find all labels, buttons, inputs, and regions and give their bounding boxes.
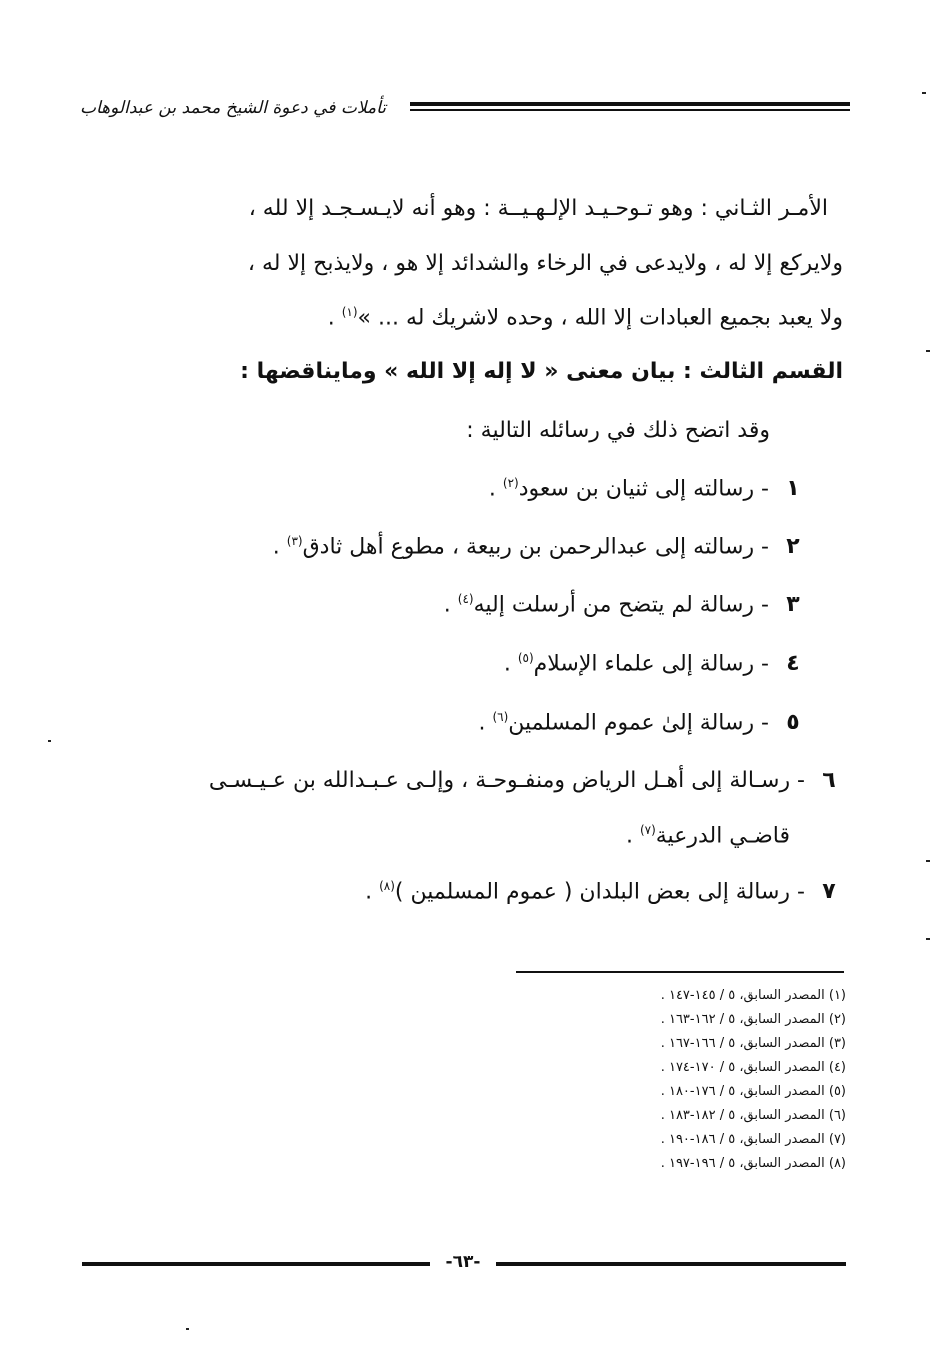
paragraph-line-3-text: ولا يعبد بجميع العبادات إلا الله ، وحده لاشريك له ... » xyxy=(357,305,843,331)
footnote-ref: (٥) xyxy=(517,651,534,665)
list-item xyxy=(504,651,810,676)
running-header xyxy=(80,96,850,128)
footnote: (٤) المصدر السابق، ٥ / ١٧٠-١٧٤ . xyxy=(660,1060,846,1075)
footnote: (٢) المصدر السابق، ٥ / ١٦٢-١٦٣ . xyxy=(660,1012,846,1027)
footer-rule-left xyxy=(82,1262,430,1266)
page-number: -٦٣- xyxy=(445,1252,481,1272)
footnote-ref: (٤) xyxy=(457,592,474,606)
list-item-text: - رسـالة إلى أهـل الرياض ومنفـوحـة ، وإلـى عـبـدالله بن عـيـسـى xyxy=(208,768,805,793)
list-item-end: . xyxy=(272,534,287,560)
footnote: (١) المصدر السابق، ٥ / ١٤٥-١٤٧ . xyxy=(660,988,846,1003)
list-item-number: ٦ xyxy=(822,768,836,793)
footnote: (٨) المصدر السابق، ٥ / ١٩٦-١٩٧ . xyxy=(660,1156,846,1171)
list-item-text: - رسالته إلى عبدالرحمن بن ربيعة ، مطوع أهل ثادق xyxy=(302,534,769,560)
list-item-text: - رسالته إلى ثنيان بن سعود xyxy=(518,476,769,502)
list-item-number: ٤ xyxy=(786,651,800,677)
list-item xyxy=(444,592,810,617)
list-item-text: - رسالة إلى بعض البلدان ( عموم المسلمين ) xyxy=(394,879,805,905)
footnote-separator xyxy=(516,971,844,973)
list-item-text: قاضـي الدرعية xyxy=(655,823,790,849)
paragraph-line-3-end: . xyxy=(327,305,342,331)
list-item-end: . xyxy=(625,823,640,849)
footnote-ref: (٨) xyxy=(379,879,395,893)
list-item-end: . xyxy=(443,592,458,618)
paragraph-line-1: الأمـر الثـاني : وهو تـوحـيـد الإلـهـيــة : وهو أنه لايـسـجـد إلا لله ، xyxy=(248,196,828,221)
intro-line: وقد اتضح ذلك في رسائله التالية : xyxy=(466,418,770,443)
footnote: (٣) المصدر السابق، ٥ / ١٦٦-١٦٧ . xyxy=(660,1036,846,1051)
list-item-number: ٥ xyxy=(786,710,800,736)
footnote-ref-1: (١) xyxy=(341,305,358,319)
list-item xyxy=(489,476,810,501)
margin-mark xyxy=(926,938,930,940)
footnote: (٦) المصدر السابق، ٥ / ١٨٢-١٨٣ . xyxy=(660,1108,846,1123)
list-item-end: . xyxy=(503,651,518,677)
list-item xyxy=(365,879,846,904)
running-header-title: تأملات في دعوة الشيخ محمد بن عبدالوهاب xyxy=(80,98,386,118)
footnote: (٥) المصدر السابق، ٥ / ١٧٦-١٨٠ . xyxy=(660,1084,846,1099)
list-item-continuation xyxy=(626,823,790,848)
paragraph-line-3 xyxy=(328,305,843,330)
header-rule-thick xyxy=(410,102,850,106)
section-heading: القسم الثالث : بيان معنى « لا إله إلا الله » ومايناقضها : xyxy=(240,359,843,384)
footnote: (٧) المصدر السابق، ٥ / ١٨٦-١٩٠ . xyxy=(660,1132,846,1147)
list-item-end: . xyxy=(488,476,503,502)
footnote-ref: (٢) xyxy=(502,476,519,490)
list-item-number: ٣ xyxy=(786,592,800,618)
list-item xyxy=(209,768,846,793)
paragraph-line-2: ولايركع إلا له ، ولايدعى في الرخاء والشدائد إلا هو ، ولايذبح إلا له ، xyxy=(247,251,843,276)
margin-mark xyxy=(186,1328,189,1330)
footnotes xyxy=(661,984,846,1176)
margin-mark xyxy=(922,92,926,94)
list-item-end: . xyxy=(365,879,380,905)
list-item-end: . xyxy=(478,710,493,736)
list-item xyxy=(478,710,810,735)
list-item-number: ٧ xyxy=(822,879,836,905)
margin-mark xyxy=(48,740,51,742)
list-item-text: - رسالة إلىٰ عموم المسلمين xyxy=(508,710,769,736)
footnote-ref: (٧) xyxy=(639,823,656,837)
footer-rule-right xyxy=(496,1262,846,1266)
margin-mark xyxy=(926,350,930,352)
list-item-text: - رسالة لم يتضح من أرسلت إليه xyxy=(473,592,769,618)
footnote-ref: (٦) xyxy=(492,710,509,724)
list-item-number: ٢ xyxy=(786,534,800,560)
header-rule-thin xyxy=(410,109,850,111)
footnote-ref: (٣) xyxy=(286,534,303,548)
list-item-text: - رسالة إلى علماء الإسلام xyxy=(533,651,769,677)
header-rule xyxy=(410,102,850,112)
list-item xyxy=(273,534,810,559)
list-item-number: ١ xyxy=(786,476,800,502)
margin-mark xyxy=(926,860,930,862)
